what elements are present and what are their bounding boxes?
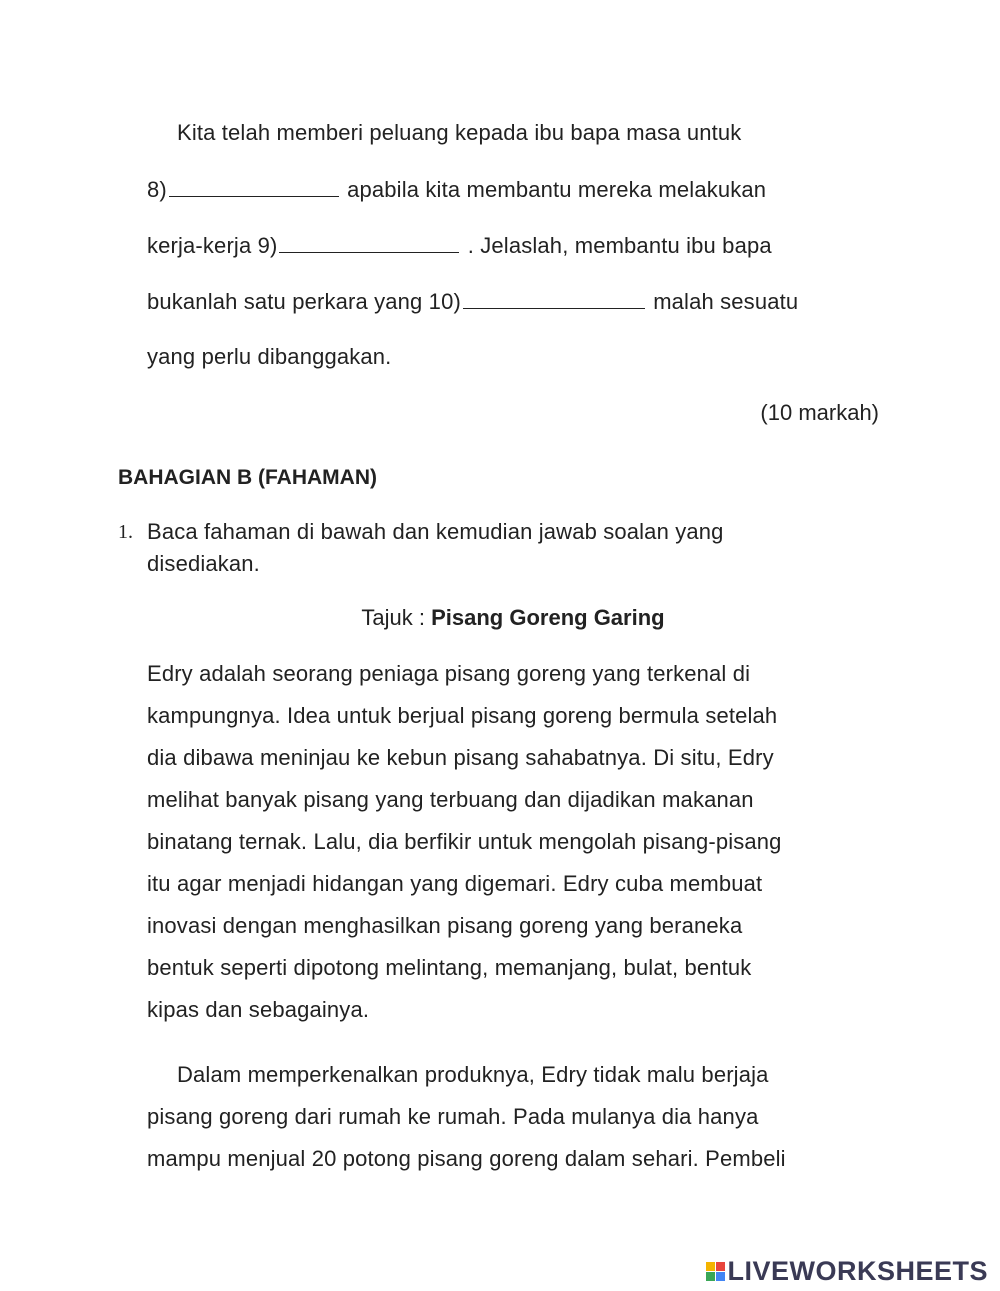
- passage-line: itu agar menjadi hidangan yang digemari. Edry cuba membuat: [147, 871, 763, 896]
- fill-in-line-5: [147, 344, 391, 370]
- fill-in-text: yang perlu dibanggakan.: [147, 344, 392, 369]
- section-heading: BAHAGIAN B (FAHAMAN): [118, 466, 377, 489]
- liveworksheets-logo-text: LIVEWORKSHEETS: [727, 1256, 988, 1286]
- liveworksheets-logo: [706, 1256, 988, 1287]
- passage-line: kipas dan sebagainya.: [147, 997, 370, 1022]
- passage-line: Edry adalah seorang peniaga pisang goreng yang terkenal di: [147, 661, 751, 686]
- passage-line: kampungnya. Idea untuk berjual pisang goreng bermula setelah: [147, 703, 778, 728]
- passage-line: melihat banyak pisang yang terbuang dan dijadikan makanan: [147, 787, 754, 812]
- passage-line: Dalam memperkenalkan produknya, Edry tidak malu berjaja: [177, 1062, 769, 1087]
- fill-in-text: apabila kita membantu mereka melakukan: [340, 177, 767, 202]
- passage-line: dia dibawa meninjau ke kebun pisang sahabatnya. Di situ, Edry: [147, 745, 774, 770]
- fill-in-text: kerja-kerja 9): [147, 233, 278, 258]
- passage-line: mampu menjual 20 potong pisang goreng dalam sehari. Pembeli: [147, 1146, 786, 1171]
- instruction-line-2: disediakan.: [147, 551, 260, 576]
- fill-in-text: Kita telah memberi peluang kepada ibu bapa masa untuk: [177, 120, 742, 145]
- fill-in-text: . Jelaslah, membantu ibu bapa: [461, 233, 772, 258]
- instruction-line-1: Baca fahaman di bawah dan kemudian jawab soalan yang: [147, 519, 724, 544]
- fill-in-line-1: [177, 120, 741, 146]
- passage-line: inovasi dengan menghasilkan pisang goreng yang beraneka: [147, 913, 743, 938]
- passage-title: [0, 605, 1000, 631]
- fill-in-line-2: [147, 176, 766, 203]
- answer-blank-10[interactable]: [463, 288, 645, 309]
- passage-line: bentuk seperti dipotong melintang, memanjang, bulat, bentuk: [147, 955, 752, 980]
- title-text: Pisang Goreng Garing: [431, 605, 665, 630]
- fill-in-text: bukanlah satu perkara yang 10): [147, 289, 461, 314]
- fill-in-text: malah sesuatu: [646, 289, 799, 314]
- passage-line: binatang ternak. Lalu, dia berfikir untuk mengolah pisang-pisang: [147, 829, 782, 854]
- fill-in-line-4: [147, 288, 798, 315]
- fill-in-line-3: [147, 232, 772, 259]
- title-prefix: Tajuk :: [361, 605, 432, 630]
- liveworksheets-logo-icon: [706, 1262, 725, 1281]
- answer-blank-8[interactable]: [169, 176, 339, 197]
- marks-label: (10 markah): [760, 400, 879, 425]
- question-number: 1.: [118, 521, 133, 543]
- passage-line: pisang goreng dari rumah ke rumah. Pada mulanya dia hanya: [147, 1104, 759, 1129]
- blank-number-8: 8): [147, 177, 167, 202]
- answer-blank-9[interactable]: [279, 232, 459, 253]
